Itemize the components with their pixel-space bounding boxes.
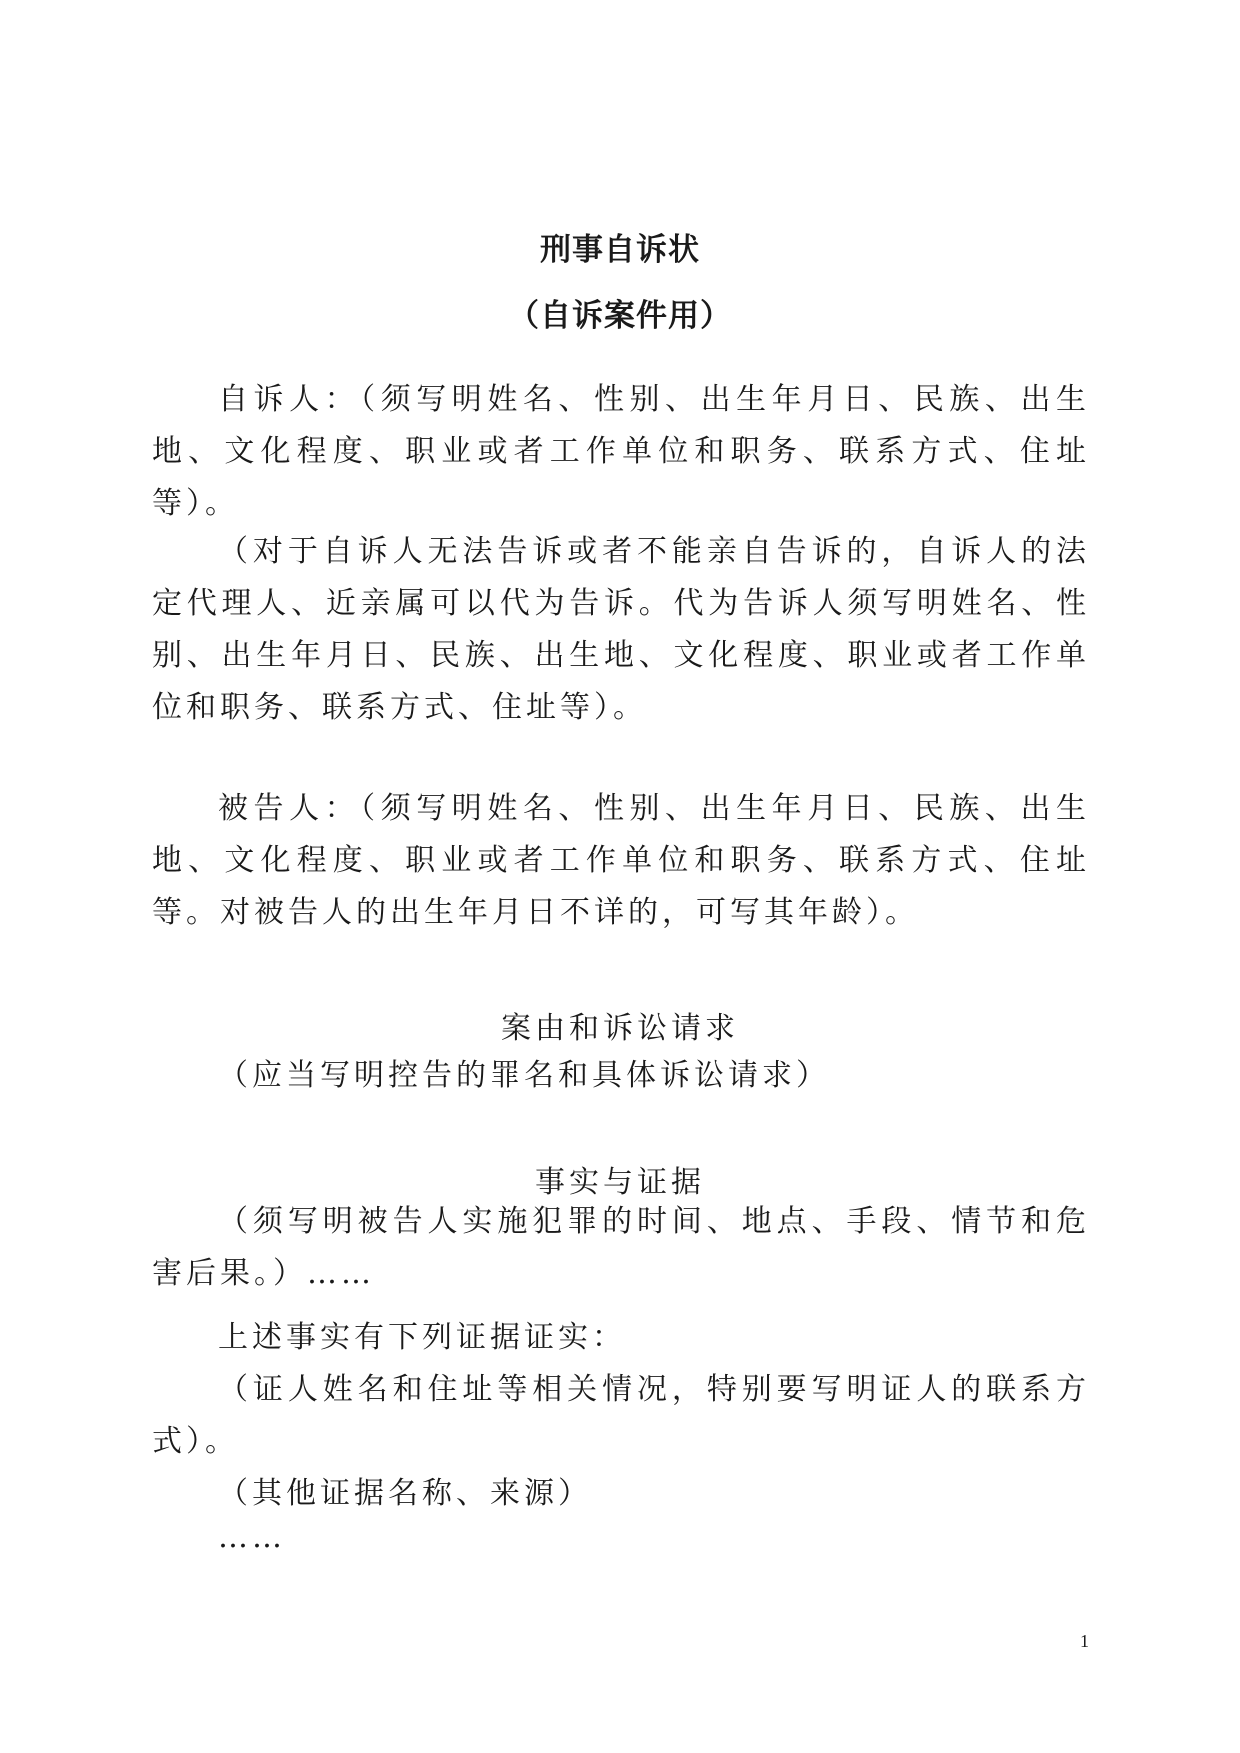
plaintiff-paragraph: 自诉人：（须写明姓名、性别、出生年月日、民族、出生地、文化程度、职业或者工作单位和职务、联系方式、住址等）。 (152, 382, 1090, 521)
closing-ellipsis: …… (218, 1520, 286, 1555)
claims-heading: 案由和诉讼请求 (501, 1011, 739, 1046)
document-subtitle: （自诉案件用） (508, 298, 732, 334)
facts-heading: 事实与证据 (535, 1165, 705, 1200)
document-title: 刑事自诉状 (540, 232, 700, 268)
claims-note: （应当写明控告的罪名和具体诉讼请求） (218, 1058, 830, 1093)
facts-note: （须写明被告人实施犯罪的时间、地点、手段、情节和危害后果。）…… (152, 1204, 1090, 1291)
representative-paragraph: （对于自诉人无法告诉或者不能亲自告诉的，自诉人的法定代理人、近亲属可以代为告诉。代为告诉人须写明姓名、性别、出生年月日、民族、出生地、文化程度、职业或者工作单位和职务、联系方式、住址等）。 (152, 534, 1090, 725)
other-evidence-note: （其他证据名称、来源） (218, 1476, 592, 1511)
evidence-intro: 上述事实有下列证据证实： (218, 1320, 626, 1355)
defendant-paragraph: 被告人：（须写明姓名、性别、出生年月日、民族、出生地、文化程度、职业或者工作单位和职务、联系方式、住址等。对被告人的出生年月日不详的，可写其年龄）。 (152, 791, 1090, 930)
page-number: 1 (1080, 1631, 1089, 1651)
witness-note: （证人姓名和住址等相关情况，特别要写明证人的联系方式）。 (152, 1372, 1090, 1459)
